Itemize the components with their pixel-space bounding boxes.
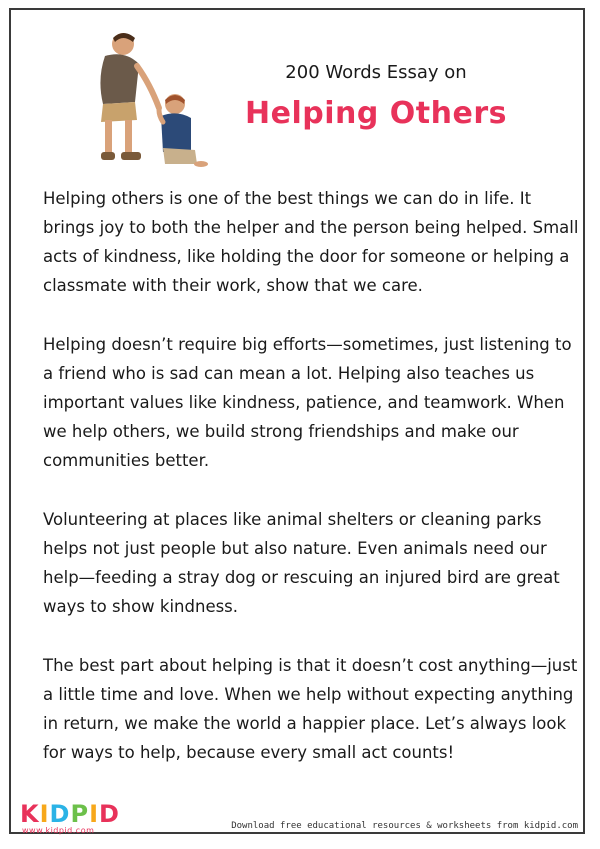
- essay-body: [43, 184, 583, 797]
- essay-paragraph-2: Helping doesn’t require big efforts—sometimes, just listening to a friend who is sad can mean a lot. Helping also teaches us important values like kindness, patience, and teamwork. When we help others, we build strong friendships and make our communities better.: [43, 335, 572, 470]
- footer-download-note: Download free educational resources & worksheets from kidpid.com: [231, 821, 578, 831]
- adult-helping-child-icon: [55, 24, 215, 174]
- worksheet-page: [9, 8, 585, 834]
- essay-title: Helping Others: [245, 96, 507, 131]
- kidpid-logo[interactable]: KIDPID: [20, 800, 120, 828]
- logo-url[interactable]: www.kidpid.com: [22, 826, 95, 835]
- essay-paragraph-1: Helping others is one of the best things we can do in life. It brings joy to both the helper and the person being helped. Small acts of kindness, like holding the door for someone or helping a classmate with their work, show that we care.: [43, 189, 579, 295]
- essay-paragraph-4: The best part about helping is that it doesn’t cost anything—just a little time and love. When we help without expecting anything in return, we make the world a happier place. Let’s always look for ways to help, because every small act counts!: [43, 656, 578, 762]
- essay-paragraph-3: Volunteering at places like animal shelters or cleaning parks helps not just people but also nature. Even animals need our help—feeding a stray dog or rescuing an injured bird are great ways to show kindness.: [43, 510, 560, 616]
- essay-subtitle: 200 Words Essay on: [285, 62, 467, 83]
